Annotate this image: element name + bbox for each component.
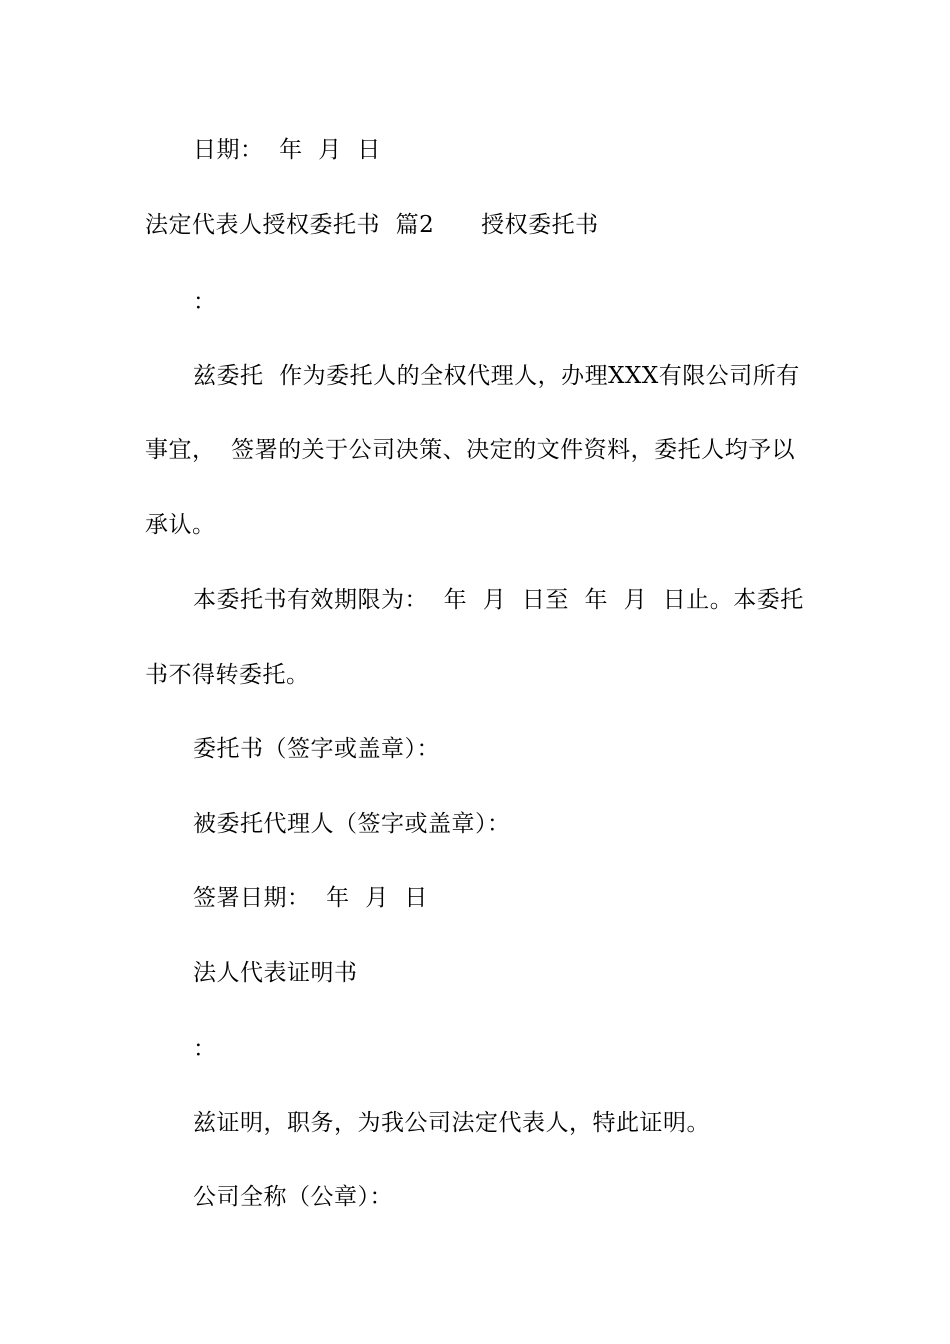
body-paragraph-line-3: 承认。 xyxy=(145,512,216,538)
certificate-addressee-colon: ： xyxy=(193,1036,217,1062)
signing-date-line: 签署日期： 年 月 日 xyxy=(193,885,428,911)
validity-line-2: 书不得转委托。 xyxy=(145,662,310,688)
certificate-title: 法人代表证明书 xyxy=(193,960,358,986)
agent-signature-line: 被委托代理人（签字或盖章）： xyxy=(193,811,511,837)
principal-signature-line: 委托书（签字或盖章）： xyxy=(193,736,440,762)
addressee-colon: ： xyxy=(193,289,217,315)
section-heading: 法定代表人授权委托书 篇2 授权委托书 xyxy=(145,212,599,238)
body-paragraph-line-1: 兹委托 作为委托人的全权代理人，办理XXX有限公司所有 xyxy=(193,363,800,389)
validity-line-1: 本委托书有效期限为： 年 月 日至 年 月 日止。本委托 xyxy=(193,587,804,613)
date-line: 日期： 年 月 日 xyxy=(193,137,381,163)
certificate-body: 兹证明，职务，为我公司法定代表人，特此证明。 xyxy=(193,1110,710,1136)
company-name-seal-line: 公司全称（公章）： xyxy=(193,1184,393,1210)
body-paragraph-line-2: 事宜， 签署的关于公司决策、决定的文件资料，委托人均予以 xyxy=(145,437,796,463)
